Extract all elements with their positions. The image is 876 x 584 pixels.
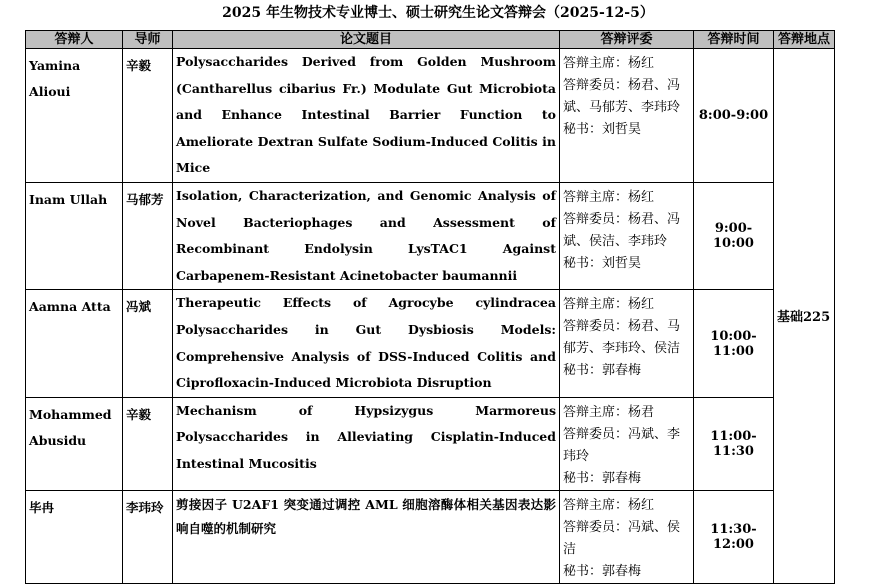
defense-schedule-table xyxy=(25,30,835,584)
thesis-topic: Mechanism of Hypsizygus Marmoreus Polysaccharides in Alleviating Cisplatin-Induced Intestinal Mucositis xyxy=(173,397,560,490)
advisor-name: 马郁芳 xyxy=(123,182,173,289)
header-advisor: 导师 xyxy=(123,31,173,49)
committee-line: 答辩主席：杨红 xyxy=(563,297,655,313)
student-name: Yamina Alioui xyxy=(26,49,123,183)
thesis-topic: Polysaccharides Derived from Golden Mushroom (Cantharellus cibarius Fr.) Modulate Gut Microbiota and Enhance Intestinal Barrier Function to Ameliorate Dextran Sulfate Sodium-Induced Colitis in Mice xyxy=(173,49,560,183)
header-topic: 论文题目 xyxy=(173,31,560,49)
defense-time: 11:00-11:30 xyxy=(694,397,774,490)
table-row xyxy=(26,290,835,397)
committee-line: 秘书：郭春梅 xyxy=(563,363,642,379)
table-row xyxy=(26,182,835,289)
header-row xyxy=(26,31,835,49)
thesis-topic: Therapeutic Effects of Agrocybe cylindracea Polysaccharides in Gut Dysbiosis Models: Comprehensive Analysis of DSS-Induced Colitis and Ciprofloxacin-Induced Microbiota Disruption xyxy=(173,290,560,397)
defense-time: 8:00-9:00 xyxy=(694,49,774,183)
table-row xyxy=(26,49,835,183)
advisor-name: 辛毅 xyxy=(123,397,173,490)
defense-time: 10:00-11:00 xyxy=(694,290,774,397)
defense-time: 11:30-12:00 xyxy=(694,490,774,583)
header-committee: 答辩评委 xyxy=(560,31,694,49)
defense-venue: 基础225 xyxy=(774,49,835,584)
committee-cell xyxy=(560,490,694,583)
committee-line: 答辩委员：冯斌、李 xyxy=(563,426,681,442)
committee-line: 斌、侯洁、李玮玲 xyxy=(563,233,668,249)
advisor-name: 辛毅 xyxy=(123,49,173,183)
committee-cell xyxy=(560,182,694,289)
table-row xyxy=(26,397,835,490)
student-name: Inam Ullah xyxy=(26,182,123,289)
advisor-name: 李玮玲 xyxy=(123,490,173,583)
header-time: 答辩时间 xyxy=(694,31,774,49)
committee-line: 洁 xyxy=(563,541,577,557)
committee-line: 秘书：刘哲昊 xyxy=(563,122,642,137)
defense-time: 9:00-10:00 xyxy=(694,182,774,289)
advisor-name: 冯斌 xyxy=(123,290,173,397)
committee-cell xyxy=(560,290,694,397)
committee-line: 答辩主席：杨君 xyxy=(563,404,655,420)
committee-cell xyxy=(560,49,694,183)
thesis-topic: Isolation, Characterization, and Genomic Analysis of Novel Bacteriophages and Assessment of Recombinant Endolysin LysTAC1 Against Carbapenem-Resistant Acinetobacter baumannii xyxy=(173,182,560,289)
table-row xyxy=(26,490,835,583)
committee-line: 答辩委员：杨君、冯 xyxy=(563,211,681,227)
committee-line: 答辩委员：杨君、马 xyxy=(563,319,681,335)
student-name: Mohammed Abusidu xyxy=(26,397,123,490)
committee-line: 答辩委员：杨君、冯 xyxy=(563,78,681,93)
committee-line: 玮玲 xyxy=(563,448,590,464)
header-student: 答辩人 xyxy=(26,31,123,49)
committee-line: 秘书：郭春梅 xyxy=(563,470,642,486)
committee-line: 答辩主席：杨红 xyxy=(563,56,655,71)
student-name: 毕冉 xyxy=(26,490,123,583)
committee-line: 秘书：刘哲昊 xyxy=(563,255,642,271)
committee-cell xyxy=(560,397,694,490)
committee-line: 郁芳、李玮玲、侯洁 xyxy=(563,341,681,357)
committee-line: 答辩主席：杨红 xyxy=(563,497,655,513)
thesis-topic: 剪接因子 U2AF1 突变通过调控 AML 细胞溶酶体相关基因表达影响自噬的机制研究 xyxy=(173,490,560,583)
student-name: Aamna Atta xyxy=(26,290,123,397)
committee-line: 答辩委员：冯斌、侯 xyxy=(563,519,681,535)
committee-line: 秘书：郭春梅 xyxy=(563,563,642,579)
committee-line: 斌、马郁芳、李玮玲 xyxy=(563,100,681,115)
header-venue: 答辩地点 xyxy=(774,31,835,49)
committee-line: 答辩主席：杨红 xyxy=(563,189,655,205)
page-title: 2025 年生物技术专业博士、硕士研究生论文答辩会（2025-12-5） xyxy=(222,5,654,21)
